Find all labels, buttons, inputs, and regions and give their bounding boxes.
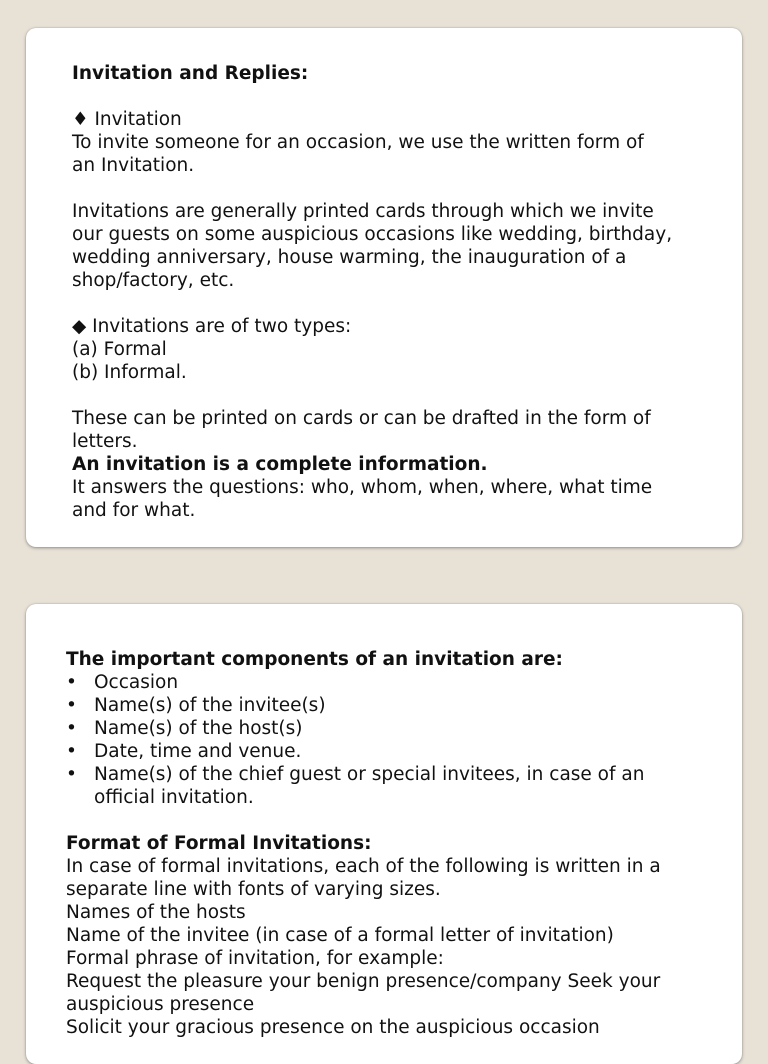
cards-or-letters-text: letters. bbox=[72, 431, 138, 452]
bullet-icon: • bbox=[66, 695, 77, 716]
questions-text: and for what. bbox=[72, 500, 196, 521]
spacer bbox=[72, 292, 702, 315]
request-line: auspicious presence bbox=[66, 994, 255, 1015]
list-item bbox=[66, 763, 702, 809]
bullet-icon: • bbox=[66, 764, 77, 785]
hosts-line: Names of the hosts bbox=[66, 902, 246, 923]
format-heading: Format of Formal Invitations: bbox=[66, 833, 372, 854]
bullet-icon: • bbox=[66, 718, 77, 739]
type-informal: (b) Informal. bbox=[72, 362, 187, 383]
printed-cards-text: our guests on some auspicious occasions like wedding, birthday, bbox=[72, 224, 673, 245]
list-item bbox=[66, 717, 702, 740]
spacer bbox=[66, 809, 702, 832]
list-item-text: Name(s) of the host(s) bbox=[94, 718, 303, 739]
type-formal: (a) Formal bbox=[72, 339, 167, 360]
bullet-icon: • bbox=[66, 672, 77, 693]
list-item-text: Name(s) of the chief guest or special invitees, in case of an official invitation. bbox=[94, 764, 645, 808]
list-item-text: Name(s) of the invitee(s) bbox=[94, 695, 326, 716]
invitee-line: Name of the invitee (in case of a formal letter of invitation) bbox=[66, 925, 614, 946]
section-title: Invitation and Replies: bbox=[72, 63, 309, 84]
invitation-card bbox=[26, 28, 742, 547]
intro-text: an Invitation. bbox=[72, 155, 195, 176]
complete-information-text: An invitation is a complete information. bbox=[72, 454, 488, 475]
components-heading: The important components of an invitation are: bbox=[66, 649, 563, 670]
intro-text: To invite someone for an occasion, we use the written form of bbox=[72, 132, 644, 153]
spacer bbox=[72, 384, 702, 407]
format-text: In case of formal invitations, each of the following is written in a bbox=[66, 856, 661, 877]
cards-or-letters-text: These can be printed on cards or can be drafted in the form of bbox=[72, 408, 651, 429]
list-item-text: Date, time and venue. bbox=[94, 741, 302, 762]
printed-cards-text: Invitations are generally printed cards through which we invite bbox=[72, 201, 654, 222]
format-text: separate line with fonts of varying sizes. bbox=[66, 879, 441, 900]
components-card bbox=[26, 604, 742, 1064]
types-heading: ◆ Invitations are of two types: bbox=[72, 316, 352, 337]
list-item bbox=[66, 671, 702, 694]
phrase-line: Formal phrase of invitation, for example: bbox=[66, 948, 444, 969]
spacer bbox=[72, 177, 702, 200]
spacer bbox=[72, 85, 702, 108]
printed-cards-text: wedding anniversary, house warming, the inauguration of a bbox=[72, 247, 627, 268]
invitation-heading: ♦ Invitation bbox=[72, 109, 182, 130]
list-item-text: Occasion bbox=[94, 672, 179, 693]
list-item bbox=[66, 694, 702, 717]
questions-text: It answers the questions: who, whom, when, where, what time bbox=[72, 477, 653, 498]
list-item bbox=[66, 740, 702, 763]
printed-cards-text: shop/factory, etc. bbox=[72, 270, 235, 291]
bullet-icon: • bbox=[66, 741, 77, 762]
components-list bbox=[66, 671, 702, 809]
request-line: Request the pleasure your benign presence/company Seek your bbox=[66, 971, 661, 992]
cut-off-line: Solicit your gracious presence on the auspicious occasion bbox=[66, 1017, 600, 1038]
